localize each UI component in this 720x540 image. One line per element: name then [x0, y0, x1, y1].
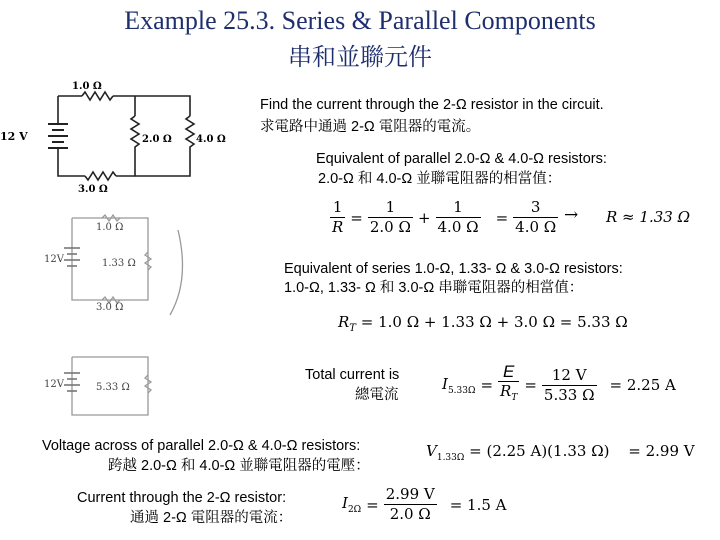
- step5-text-zh: 通過 2-Ω 電阻器的電流：: [130, 510, 293, 526]
- resistor-3ohm-label: 3.0 Ω: [78, 184, 108, 195]
- step3-equation: $I_{5.33\Omega}$ = $\frac{E}{R_T}$ = $\frac{12 V}{5.33 \Omega}$ = 2.25 A: [442, 362, 676, 404]
- circuit-diagram-total: [30, 345, 190, 425]
- step2-equation: $R_T = 1.0$ Ω + 1.33 Ω + 3.0 Ω = 5.33 Ω: [338, 313, 628, 334]
- battery-12v-label-3: 12V: [44, 379, 64, 390]
- circuit-diagram-original: [0, 80, 226, 195]
- step2-text-zh: 1.0-Ω, 1.33- Ω 和 3.0-Ω 串聯電阻器的相當值：: [284, 280, 584, 296]
- step4-text-en: Voltage across of parallel 2.0-Ω & 4.0-Ω resistors:: [42, 438, 361, 454]
- resistor-1-33ohm-label: 1.33 Ω: [102, 258, 136, 269]
- step5-equation: $I_{2\Omega}$ = $\frac{2.99 V}{2.0 \Omega}$ = 1.5 A: [342, 485, 507, 523]
- slide-title: Example 25.3. Series & Parallel Components: [124, 6, 596, 35]
- step5-text-en: Current through the 2-Ω resistor:: [77, 490, 287, 506]
- step1-text-zh: 2.0-Ω 和 4.0-Ω 並聯電阻器的相當值：: [318, 171, 562, 187]
- step1-arrow: →: [564, 205, 579, 225]
- battery-12v-label-2: 12V: [44, 254, 64, 265]
- step1-equation: $\frac{1}{R}$ = $\frac{1}{2.0 \Omega}$ + $\frac{1}{4.0 \Omega}$ = $\frac{3}{4.0 \Omega}$: [332, 198, 557, 236]
- resistor-3ohm-label-2: 3.0 Ω: [96, 302, 124, 313]
- step1-result: R ≈ 1.33 Ω: [606, 208, 691, 226]
- resistor-2ohm-label: 2.0 Ω: [142, 134, 172, 145]
- step4-text-zh: 跨越 2.0-Ω 和 4.0-Ω 並聯電阻器的電壓：: [108, 458, 370, 474]
- step1-text-en: Equivalent of parallel 2.0-Ω & 4.0-Ω resistors:: [316, 151, 607, 167]
- step3-text-en: Total current is: [305, 367, 400, 383]
- resistor-4ohm-label: 4.0 Ω: [196, 134, 226, 145]
- step3-text-zh: 總電流: [355, 387, 399, 403]
- battery-12v-label: 12 V: [0, 130, 28, 143]
- resistor-5-33ohm-label: 5.33 Ω: [96, 382, 130, 393]
- circuit-diagram-series-simplified: [30, 200, 190, 320]
- problem-text-en: Find the current through the 2-Ω resistor in the circuit.: [260, 97, 604, 113]
- slide-subtitle: 串和並聯元件: [288, 43, 432, 71]
- step2-text-en: Equivalent of series 1.0-Ω, 1.33- Ω & 3.0-Ω resistors:: [284, 261, 623, 277]
- resistor-1ohm-label: 1.0 Ω: [72, 81, 102, 92]
- problem-text-zh: 求電路中通過 2-Ω 電阻器的電流。: [260, 119, 481, 135]
- step4-equation: $V_{1.33\Omega} = (2.25$ A)(1.33 Ω) = 2.99 V: [426, 442, 695, 463]
- resistor-1ohm-label-2: 1.0 Ω: [96, 222, 124, 233]
